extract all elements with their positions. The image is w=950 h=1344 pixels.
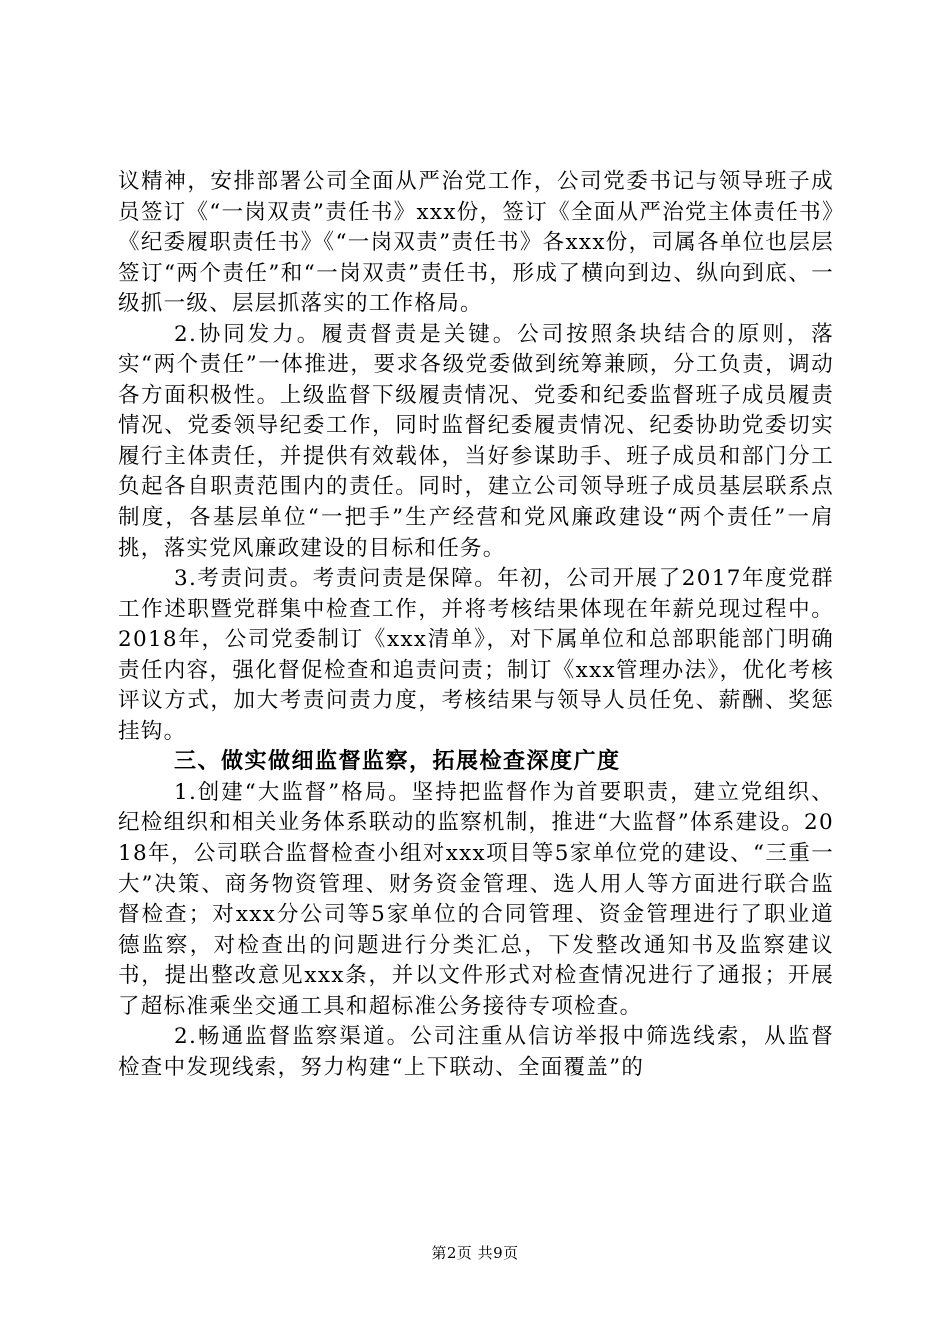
document-body — [118, 167, 834, 1083]
page-footer: 第2页 共9页 — [431, 1244, 519, 1262]
paragraph-channels: 2.畅通监督监察渠道。公司注重从信访举报中筛选线索，从监督检查中发现线索，努力构建“上下联动、全面覆盖”的 — [118, 1024, 834, 1080]
paragraph-collaboration: 2.协同发力。履责督责是关键。公司按照条块结合的原则，落实“两个责任”一体推进，要求各级党委做到统筹兼顾，分工负责，调动各方面积极性。上级监督下级履责情况、党委和纪委监督班子成员履责情况、党委领导纪委工作，同时监督纪委履责情况、纪委协助党委切实履行主体责任，并提供有效载体，当好参谋助手、班子成员和部门分工负起各自职责范围内的责任。同时，建立公司领导班子成员基层联系点制度，各基层单位“一把手”生产经营和党风廉政建设“两个责任”一肩挑，落实党风廉政建设的目标和任务。 — [118, 321, 834, 561]
paragraph-big-supervision: 1.创建“大监督”格局。坚持把监督作为首要职责，建立党组织、纪检组织和相关业务体系联动的监察机制，推进“大监督”体系建设。2018年，公司联合监督检查小组对xxx项目等5家单位党的建设、“三重一大”决策、商务物资管理、财务资金管理、选人用人等方面进行联合监督检查；对xxx分公司等5家单位的合同管理、资金管理进行了职业道德监察，对检查出的问题进行分类汇总，下发整改通知书及监察建议书，提出整改意见xxx条，并以文件形式对检查情况进行了通报；开展了超标准乘坐交通工具和超标准公务接待专项检查。 — [118, 779, 834, 1019]
section-heading: 三、做实做细监督监察，拓展检查深度广度 — [174, 749, 621, 775]
paragraph-continuation: 议精神，安排部署公司全面从严治党工作，公司党委书记与领导班子成员签订《“一岗双责”责任书》xxx份，签订《全面从严治党主体责任书》《纪委履职责任书》《“一岗双责”责任书》各xxx份，司属各单位也层层签订“两个责任”和“一岗双责”责任书，形成了横向到边、纵向到底、一级抓一级、层层抓落实的工作格局。 — [118, 169, 834, 317]
paragraph-accountability: 3.考责问责。考责问责是保障。年初，公司开展了2017年度党群工作述职暨党群集中检查工作，并将考核结果体现在年薪兑现过程中。2018年，公司党委制订《xxx清单》，对下属单位和总部职能部门明确责任内容，强化督促检查和追责问责；制订《xxx管理办法》，优化考核评议方式，加大考责问责力度，考核结果与领导人员任免、薪酬、奖惩挂钩。 — [118, 566, 834, 744]
